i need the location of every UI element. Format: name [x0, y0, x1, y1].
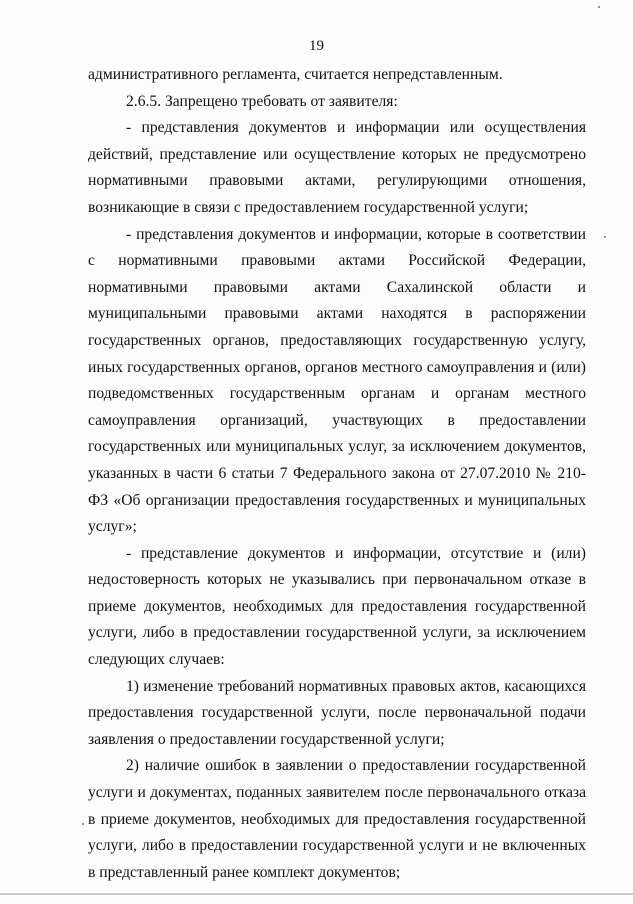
- page-body-text: [88, 62, 586, 886]
- paragraph-item-refusal: - представление документов и информации, отсутствие и (или) недостоверность которых не указывались при первоначальном отказе в приеме документов, необходимых для предоставления государственной услуги, либо в предоставлении государственной услуги, за исключением следующих случаев:: [88, 544, 586, 669]
- scan-speck: [82, 823, 84, 825]
- scan-speck: [604, 236, 606, 238]
- paragraph-case-1: 1) изменение требований нормативных правовых актов, касающихся предоставления государственной услуги, после первоначальной подачи заявления о предоставлении государственной услуги;: [88, 677, 586, 748]
- scan-speck: [598, 6, 600, 8]
- paragraph-continuation: административного регламента, считается непредставленным.: [88, 66, 503, 83]
- page-number: 19: [309, 38, 324, 54]
- scan-bottom-edge: [0, 893, 633, 895]
- paragraph-item-documents: - представления документов и информации, которые в соответствии с нормативными правовыми актами Российской Федерации, нормативными правовыми актами Сахалинской области и муниципальными правовыми актами находятся в распоряжении государственных органов, предоставляющих государственную услугу, иных государственных органов, органов местного самоуправления и (или) подведомственных государственным органам и органам местного самоуправления организаций, участвующих в предоставлении государственных или муниципальных услуг, за исключением документов, указанных в части 6 статьи 7 Федерального закона от 27.07.2010 № 210-ФЗ «Об организации предоставления государственных и муниципальных услуг»;: [88, 225, 586, 536]
- paragraph-clause-2-6-5: 2.6.5. Запрещено требовать от заявителя:: [126, 92, 398, 110]
- paragraph-case-2: 2) наличие ошибок в заявлении о предоставлении государственной услуги и документах, поданных заявителем после первоначального отказа в приеме документов, необходимых для предоставления государственной услуги, либо в предоставлении государственной услуги и не включенных в представленный ранее комплект документов;: [88, 757, 586, 881]
- paragraph-item-actions: - представления документов и информации или осуществления действий, представление или осуществление которых не предусмотрено нормативными правовыми актами, регулирующими отношения, возникающие в связи с предоставлением государственной услуги;: [88, 119, 586, 216]
